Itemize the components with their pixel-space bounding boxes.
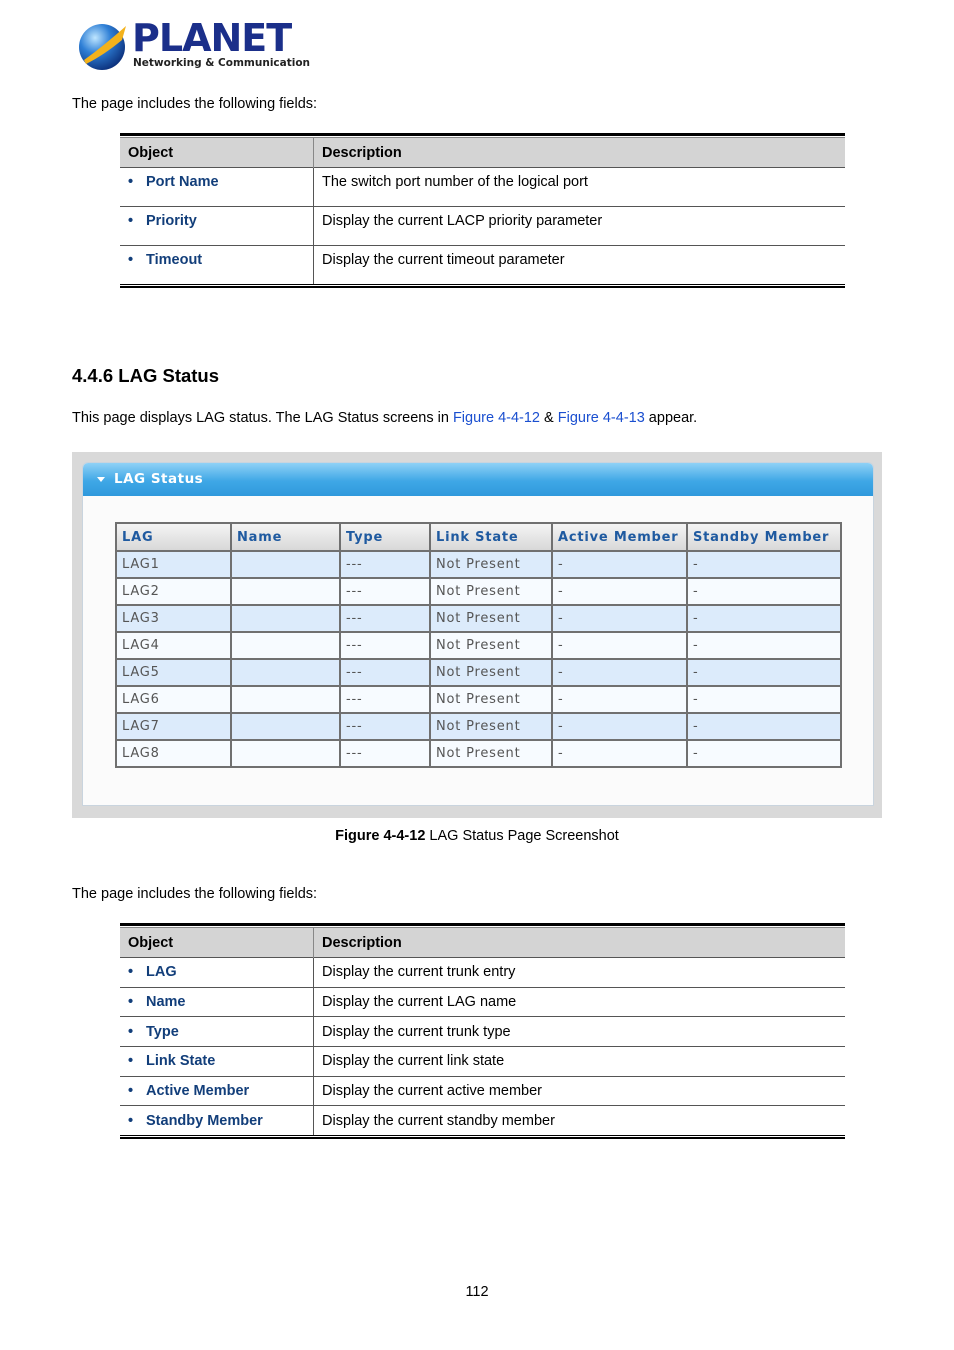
cell-active-member: - xyxy=(552,551,687,578)
table-row xyxy=(120,1017,845,1047)
cell-link-state: Not Present xyxy=(430,686,552,713)
cell-lag: LAG6 xyxy=(116,686,231,713)
table-row xyxy=(116,632,841,659)
object-description: Display the current link state xyxy=(314,1047,846,1077)
column-header-standby-member: Standby Member xyxy=(687,523,841,551)
section-body: This page displays LAG status. The LAG Status screens in Figure 4-4-12 & Figure 4-4-13 appear. xyxy=(72,410,698,426)
table-row xyxy=(116,605,841,632)
cell-active-member: - xyxy=(552,632,687,659)
column-header-description: Description xyxy=(314,928,846,958)
cell-name xyxy=(231,740,340,767)
fields-table-2 xyxy=(120,927,845,1136)
bullet-icon: • xyxy=(128,1113,134,1130)
cell-name xyxy=(231,632,340,659)
cell-standby-member: - xyxy=(687,740,841,767)
table-row xyxy=(120,1106,845,1136)
cell-standby-member: - xyxy=(687,686,841,713)
brand-tagline: Networking & Communication xyxy=(133,57,311,69)
column-header-object: Object xyxy=(120,138,314,168)
cell-standby-member: - xyxy=(687,551,841,578)
bullet-icon: • xyxy=(128,1083,134,1100)
table1-bottom-rule xyxy=(120,284,845,288)
cell-lag: LAG2 xyxy=(116,578,231,605)
table-row xyxy=(116,578,841,605)
table-row xyxy=(116,551,841,578)
cell-type: --- xyxy=(340,632,430,659)
cell-active-member: - xyxy=(552,713,687,740)
table-row xyxy=(120,1047,845,1077)
lag-status-panel xyxy=(82,462,874,806)
cell-standby-member: - xyxy=(687,659,841,686)
object-name: Port Name xyxy=(146,174,219,190)
globe-icon xyxy=(76,20,128,74)
panel-title: LAG Status xyxy=(114,471,204,487)
table-row xyxy=(116,659,841,686)
object-description: Display the current trunk type xyxy=(314,1017,846,1047)
cell-lag: LAG4 xyxy=(116,632,231,659)
cell-active-member: - xyxy=(552,659,687,686)
bullet-icon: • xyxy=(128,213,134,229)
page-number: 112 xyxy=(465,1284,489,1300)
object-description: Display the current standby member xyxy=(314,1106,846,1136)
cell-standby-member: - xyxy=(687,578,841,605)
column-header-name: Name xyxy=(231,523,340,551)
cell-lag: LAG7 xyxy=(116,713,231,740)
object-name: Link State xyxy=(146,1053,216,1070)
column-header-lag: LAG xyxy=(116,523,231,551)
cell-standby-member: - xyxy=(687,713,841,740)
object-description: Display the current LAG name xyxy=(314,987,846,1017)
bullet-icon: • xyxy=(128,1023,134,1040)
intro-text-2: The page includes the following fields: xyxy=(72,886,318,902)
cell-type: --- xyxy=(340,713,430,740)
object-description: Display the current LACP priority parameter xyxy=(314,207,846,246)
column-header-object: Object xyxy=(120,928,314,958)
table-row xyxy=(116,686,841,713)
object-description: Display the current timeout parameter xyxy=(314,246,846,285)
table2-bottom-rule xyxy=(120,1135,845,1139)
object-name: Name xyxy=(146,994,186,1011)
intro-text-1: The page includes the following fields: xyxy=(72,96,318,112)
cell-name xyxy=(231,551,340,578)
collapse-triangle-icon[interactable] xyxy=(97,477,105,482)
table-row xyxy=(120,168,845,207)
cell-link-state: Not Present xyxy=(430,632,552,659)
cell-type: --- xyxy=(340,686,430,713)
table-row xyxy=(120,958,845,988)
table2-top-rule xyxy=(120,923,845,926)
cell-link-state: Not Present xyxy=(430,713,552,740)
cell-link-state: Not Present xyxy=(430,659,552,686)
bullet-icon: • xyxy=(128,252,134,268)
figure-link-4-4-13[interactable]: Figure 4-4-13 xyxy=(557,410,645,426)
object-name: Timeout xyxy=(146,252,203,268)
figure-caption xyxy=(0,828,954,844)
table-row xyxy=(120,207,845,246)
cell-link-state: Not Present xyxy=(430,578,552,605)
cell-link-state: Not Present xyxy=(430,605,552,632)
cell-active-member: - xyxy=(552,686,687,713)
cell-type: --- xyxy=(340,605,430,632)
fields-table-1 xyxy=(120,137,845,285)
caption-text: LAG Status Page Screenshot xyxy=(425,828,619,844)
bullet-icon: • xyxy=(128,964,134,981)
table-row xyxy=(120,1076,845,1106)
cell-type: --- xyxy=(340,578,430,605)
column-header-type: Type xyxy=(340,523,430,551)
section-heading: 4.4.6 LAG Status xyxy=(72,365,220,386)
panel-header[interactable] xyxy=(83,463,873,496)
table1-top-rule xyxy=(120,133,845,136)
bullet-icon: • xyxy=(128,994,134,1011)
column-header-active-member: Active Member xyxy=(552,523,687,551)
cell-lag: LAG3 xyxy=(116,605,231,632)
cell-name xyxy=(231,578,340,605)
figure-link-4-4-12[interactable]: Figure 4-4-12 xyxy=(452,410,540,426)
object-name: Active Member xyxy=(146,1083,250,1100)
cell-standby-member: - xyxy=(687,605,841,632)
cell-type: --- xyxy=(340,659,430,686)
object-name: Priority xyxy=(146,213,197,229)
cell-lag: LAG8 xyxy=(116,740,231,767)
cell-active-member: - xyxy=(552,578,687,605)
object-description: The switch port number of the logical port xyxy=(314,168,846,207)
planet-logo xyxy=(76,16,311,74)
table-row xyxy=(120,987,845,1017)
cell-active-member: - xyxy=(552,740,687,767)
object-description: Display the current trunk entry xyxy=(314,958,846,988)
bullet-icon: • xyxy=(128,1053,134,1070)
object-description: Display the current active member xyxy=(314,1076,846,1106)
column-header-link-state: Link State xyxy=(430,523,552,551)
cell-name xyxy=(231,713,340,740)
cell-type: --- xyxy=(340,740,430,767)
cell-name xyxy=(231,659,340,686)
table-row xyxy=(116,740,841,767)
bullet-icon: • xyxy=(128,174,134,190)
table-row xyxy=(116,713,841,740)
lag-status-screenshot xyxy=(72,452,882,818)
object-name: Type xyxy=(146,1023,179,1040)
cell-active-member: - xyxy=(552,605,687,632)
brand-wordmark: PLANET xyxy=(132,16,292,60)
lag-status-table xyxy=(115,522,842,768)
cell-standby-member: - xyxy=(687,632,841,659)
cell-name xyxy=(231,605,340,632)
object-name: Standby Member xyxy=(146,1113,263,1130)
cell-name xyxy=(231,686,340,713)
cell-link-state: Not Present xyxy=(430,551,552,578)
cell-lag: LAG1 xyxy=(116,551,231,578)
cell-lag: LAG5 xyxy=(116,659,231,686)
cell-link-state: Not Present xyxy=(430,740,552,767)
cell-type: --- xyxy=(340,551,430,578)
table-row xyxy=(120,246,845,285)
column-header-description: Description xyxy=(314,138,846,168)
caption-label: Figure 4-4-12 xyxy=(335,828,426,844)
object-name: LAG xyxy=(146,964,177,981)
